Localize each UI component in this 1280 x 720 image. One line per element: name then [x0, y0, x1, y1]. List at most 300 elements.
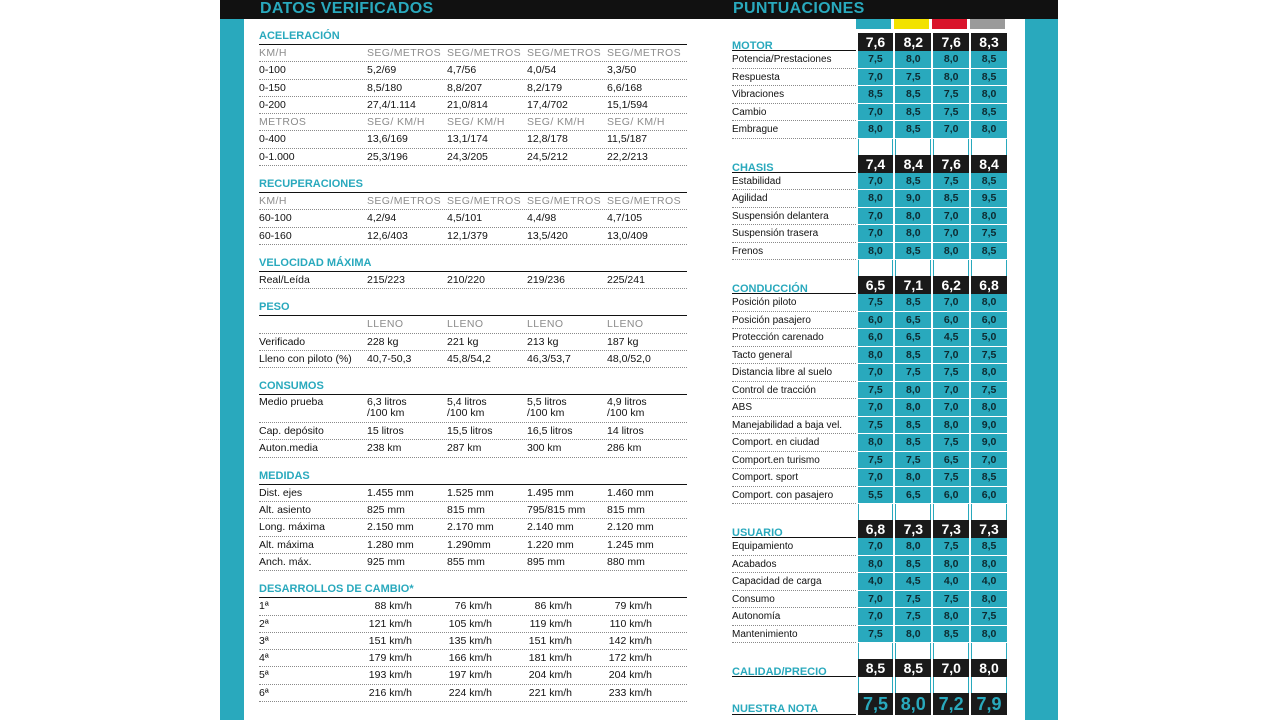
data-row [259, 351, 687, 368]
score-cell: 8,0 [971, 556, 1007, 574]
row-value: 17,4/702 [527, 98, 568, 111]
category-row [732, 33, 1007, 51]
row-label: KM/H [259, 195, 287, 208]
row-value: 15 litros [367, 425, 404, 438]
score-row [732, 487, 1007, 505]
score-label: CONDUCCIÓN [732, 276, 856, 294]
score-row [732, 626, 1007, 644]
score-cell: 7,0 [933, 121, 969, 139]
row-value: 1.460 mm [607, 486, 654, 499]
score-cell: 8,0 [971, 208, 1007, 226]
spacer-cell [933, 504, 969, 520]
row-label: Auton.media [259, 442, 318, 455]
score-cell: 7,0 [933, 382, 969, 400]
score-cell: 6,0 [933, 487, 969, 505]
score-cell: 8,5 [895, 173, 931, 191]
row-value: 5,4 litros /100 km [447, 396, 487, 420]
row-value: 2.170 mm [447, 521, 494, 534]
row-value: 12,6/403 [367, 229, 408, 242]
data-row [259, 316, 687, 333]
score-cell: 4,5 [933, 329, 969, 347]
data-row [259, 334, 687, 351]
row-value: LLENO [527, 318, 564, 331]
section-gap [259, 458, 687, 468]
data-row [259, 440, 687, 457]
spacer-cell [971, 643, 1007, 659]
row-value: 4,2/94 [367, 212, 397, 225]
score-row [732, 399, 1007, 417]
score-cell: 8,5 [971, 104, 1007, 122]
row-value: 4,9 litros /100 km [607, 396, 647, 420]
score-label: Mantenimiento [732, 626, 856, 644]
data-row [259, 554, 687, 571]
row-value: 48,0/52,0 [607, 352, 651, 365]
score-cell: 8,5 [895, 417, 931, 435]
score-cell: 7,0 [858, 225, 894, 243]
row-value: 219/236 [527, 273, 565, 286]
score-cell: 8,5 [895, 104, 931, 122]
section-gap [259, 571, 687, 581]
score-label: Embrague [732, 121, 856, 139]
row-label: Verificado [259, 335, 306, 348]
row-value: 8,5/180 [367, 81, 403, 94]
score-spacer [732, 643, 1007, 659]
spacer-cell [858, 260, 894, 276]
calidad-precio-row [732, 659, 1007, 677]
data-row [259, 45, 687, 62]
score-label: Consumo [732, 591, 856, 609]
score-cell: 6,5 [895, 329, 931, 347]
score-cell: 6,5 [858, 276, 894, 294]
score-row [732, 208, 1007, 226]
score-cell: 7,0 [933, 208, 969, 226]
row-value: SEG/METROS [447, 195, 522, 208]
score-cell: 7,5 [933, 469, 969, 487]
row-value: 16,5 litros [527, 425, 573, 438]
score-row [732, 591, 1007, 609]
score-cell: 7,5 [895, 608, 931, 626]
data-row [259, 685, 687, 702]
row-value: 2.150 mm [367, 521, 414, 534]
row-label: 0-100 [259, 64, 286, 77]
score-cell: 7,0 [858, 69, 894, 87]
row-label: METROS [259, 116, 307, 129]
row-value: 213 kg [527, 335, 559, 348]
spacer-cell [971, 504, 1007, 520]
score-cell: 6,2 [933, 276, 969, 294]
score-cell: 7,5 [858, 626, 894, 644]
score-cell: 7,6 [933, 155, 969, 173]
score-row [732, 452, 1007, 470]
score-cell: 7,5 [858, 693, 894, 715]
score-row [732, 225, 1007, 243]
data-row [259, 114, 687, 131]
spacer-cell [971, 260, 1007, 276]
score-cell: 9,0 [895, 190, 931, 208]
row-value: 46,3/53,7 [527, 352, 571, 365]
score-cell: 6,0 [971, 487, 1007, 505]
score-row [732, 312, 1007, 330]
score-cell: 7,0 [858, 538, 894, 556]
row-value: SEG/METROS [527, 195, 602, 208]
row-value: 210/220 [447, 273, 485, 286]
score-cell: 5,5 [858, 487, 894, 505]
row-value: 13,0/409 [607, 229, 648, 242]
category-row [732, 520, 1007, 538]
row-label: Real/Leída [259, 273, 310, 286]
row-value: 1.495 mm [527, 486, 574, 499]
row-value: 166 km/h [448, 652, 492, 665]
score-cell: 8,0 [858, 190, 894, 208]
score-cell: 8,0 [858, 556, 894, 574]
nuestra-nota-row [732, 693, 1007, 715]
score-cell: 8,0 [895, 626, 931, 644]
score-cell: 7,0 [933, 225, 969, 243]
score-cell: 9,0 [971, 417, 1007, 435]
row-value: 142 km/h [608, 634, 652, 647]
score-label: NUESTRA NOTA [732, 693, 856, 715]
data-row [259, 650, 687, 667]
row-value: 5,2/69 [367, 64, 397, 77]
row-value: 15,5 litros [447, 425, 493, 438]
score-row [732, 364, 1007, 382]
row-value: 925 mm [367, 555, 405, 568]
row-value: 4,7/105 [607, 212, 643, 225]
score-cell: 8,2 [895, 33, 931, 51]
score-cell: 7,5 [895, 364, 931, 382]
data-row [259, 423, 687, 440]
verified-data-panel [259, 28, 687, 702]
score-cell: 7,0 [971, 452, 1007, 470]
row-value: 815 mm [607, 504, 645, 517]
score-cell: 7,4 [858, 155, 894, 173]
score-spacer [732, 139, 1007, 155]
score-cell: 8,0 [971, 294, 1007, 312]
data-row [259, 193, 687, 210]
score-row [732, 173, 1007, 191]
row-value: 181 km/h [528, 652, 572, 665]
row-label: Dist. ejes [259, 486, 303, 499]
score-cell: 7,5 [933, 538, 969, 556]
score-cell: 9,0 [971, 434, 1007, 452]
row-value: 5,5 litros /100 km [527, 396, 567, 420]
row-value: 1.245 mm [607, 538, 654, 551]
row-value: 4,5/101 [447, 212, 483, 225]
row-value: 1.525 mm [447, 486, 494, 499]
score-cell: 8,5 [971, 51, 1007, 69]
score-label: Comport. con pasajero [732, 487, 856, 505]
score-cell: 7,0 [858, 208, 894, 226]
row-label: Anch. máx. [259, 555, 312, 568]
score-row [732, 538, 1007, 556]
row-label: 0-400 [259, 133, 286, 146]
row-value: 24,5/212 [527, 150, 568, 163]
row-value: 121 km/h [368, 617, 412, 630]
row-value: 27,4/1.114 [367, 98, 416, 111]
row-label: 60-100 [259, 212, 292, 225]
score-label: Suspensión trasera [732, 225, 856, 243]
top-pad [732, 19, 1007, 33]
score-cell: 7,0 [858, 104, 894, 122]
row-value: 11,5/187 [607, 133, 648, 146]
spacer-cell [933, 643, 969, 659]
score-cell: 7,5 [895, 452, 931, 470]
score-cell: 7,0 [933, 294, 969, 312]
score-cell: 6,8 [971, 276, 1007, 294]
score-label: Distancia libre al suelo [732, 364, 856, 382]
row-value: 825 mm [367, 504, 405, 517]
score-label: Comport. sport [732, 469, 856, 487]
row-value: 197 km/h [448, 669, 492, 682]
score-cell: 8,5 [971, 173, 1007, 191]
score-label: USUARIO [732, 520, 856, 538]
row-label: 60-160 [259, 229, 292, 242]
score-cell: 8,5 [858, 659, 894, 677]
row-value: 224 km/h [448, 686, 492, 699]
score-cell: 8,0 [895, 225, 931, 243]
score-cell: 8,0 [858, 347, 894, 365]
data-row [259, 62, 687, 79]
score-cell: 8,0 [895, 399, 931, 417]
row-value: 221 km/h [528, 686, 572, 699]
score-row [732, 86, 1007, 104]
row-value: 13,6/169 [367, 133, 408, 146]
score-label: Posición pasajero [732, 312, 856, 330]
data-row [259, 80, 687, 97]
data-row [259, 616, 687, 633]
score-cell: 8,0 [933, 608, 969, 626]
score-cell: 8,0 [971, 121, 1007, 139]
score-cell: 7,3 [971, 520, 1007, 538]
score-cell: 8,0 [858, 243, 894, 261]
row-value: SEG/ KM/H [447, 116, 505, 129]
row-value: 13,5/420 [527, 229, 568, 242]
row-label [259, 316, 367, 332]
score-cell: 8,3 [971, 33, 1007, 51]
row-value: SEG/METROS [527, 47, 602, 59]
spacer-cell [895, 677, 931, 693]
score-cell: 7,0 [858, 469, 894, 487]
score-row [732, 243, 1007, 261]
spacer-cell [895, 260, 931, 276]
row-value: 105 km/h [448, 617, 492, 630]
row-value: 21,0/814 [447, 98, 488, 111]
score-cell: 7,5 [971, 608, 1007, 626]
score-label: Vibraciones [732, 86, 856, 104]
spacer-cell [858, 139, 894, 155]
spacer-blank [732, 260, 856, 276]
data-row [259, 131, 687, 148]
row-value: SEG/ KM/H [607, 116, 665, 129]
row-value: 6,6/168 [607, 81, 643, 94]
row-value: 193 km/h [368, 669, 412, 682]
score-cell: 7,5 [858, 452, 894, 470]
row-value: 22,2/213 [607, 150, 648, 163]
row-value: 179 km/h [368, 652, 412, 665]
row-value: 4,4/98 [527, 212, 557, 225]
score-cell: 8,4 [895, 155, 931, 173]
left-accent-strip [220, 19, 244, 720]
row-label: Long. máxima [259, 521, 325, 534]
row-value: 12,8/178 [527, 133, 568, 146]
row-value: 151 km/h [528, 634, 572, 647]
score-row [732, 573, 1007, 591]
row-label: 0-150 [259, 81, 286, 94]
data-row [259, 97, 687, 114]
score-label: Equipamiento [732, 538, 856, 556]
score-label: Manejabilidad a baja vel. [732, 417, 856, 435]
spacer-cell [971, 677, 1007, 693]
score-spacer [732, 260, 1007, 276]
row-label: 5ª [259, 669, 269, 682]
row-label: KM/H [259, 47, 287, 59]
row-value: 287 km [447, 442, 482, 455]
section-gap [259, 166, 687, 176]
score-label: Tacto general [732, 347, 856, 365]
spacer-blank [732, 643, 856, 659]
score-row [732, 329, 1007, 347]
row-label: 4ª [259, 652, 269, 665]
score-cell: 7,5 [933, 434, 969, 452]
row-value: 76 km/h [454, 600, 492, 613]
score-label: ABS [732, 399, 856, 417]
row-value: 895 mm [527, 555, 565, 568]
row-value: 86 km/h [534, 600, 572, 613]
score-cell: 6,0 [858, 329, 894, 347]
row-value: 3,3/50 [607, 64, 637, 77]
spacer-cell [895, 504, 931, 520]
score-label: Respuesta [732, 69, 856, 87]
row-label: Alt. máxima [259, 538, 314, 551]
score-cell: 8,0 [895, 382, 931, 400]
score-cell: 8,0 [933, 243, 969, 261]
row-value: SEG/METROS [447, 47, 522, 59]
row-value: 79 km/h [614, 600, 652, 613]
score-cell: 8,5 [971, 538, 1007, 556]
row-value: 1.455 mm [367, 486, 414, 499]
row-label: Medio prueba [259, 396, 324, 409]
score-cell: 8,0 [933, 417, 969, 435]
score-cell: 7,5 [895, 69, 931, 87]
row-value: 8,8/207 [447, 81, 483, 94]
data-row [259, 272, 687, 289]
row-value: 221 kg [447, 335, 479, 348]
score-cell: 8,0 [858, 434, 894, 452]
row-value: 8,2/179 [527, 81, 563, 94]
section-heading: DESARROLLOS DE CAMBIO* [259, 581, 687, 598]
row-value: 2.120 mm [607, 521, 654, 534]
row-value: 40,7-50,3 [367, 352, 412, 365]
score-label: Comport. en ciudad [732, 434, 856, 452]
score-label: Agilidad [732, 190, 856, 208]
score-cell: 7,6 [858, 33, 894, 51]
row-label: 1ª [259, 600, 269, 613]
score-row [732, 294, 1007, 312]
score-cell: 7,5 [895, 591, 931, 609]
score-cell: 7,5 [933, 173, 969, 191]
row-value: 12,1/379 [447, 229, 488, 242]
spacer-cell [933, 677, 969, 693]
score-cell: 7,0 [858, 399, 894, 417]
score-cell: 8,5 [971, 243, 1007, 261]
spacer-cell [895, 139, 931, 155]
score-cell: 8,5 [895, 243, 931, 261]
score-cell: 8,0 [858, 121, 894, 139]
score-label: CALIDAD/PRECIO [732, 659, 856, 677]
row-value: 225/241 [607, 273, 645, 286]
score-cell: 7,5 [971, 347, 1007, 365]
score-cell: 7,5 [858, 382, 894, 400]
row-value: 2.140 mm [527, 521, 574, 534]
row-value: 1.220 mm [527, 538, 574, 551]
data-row [259, 149, 687, 166]
score-label: Suspensión delantera [732, 208, 856, 226]
score-cell: 8,0 [971, 659, 1007, 677]
row-value: 187 kg [607, 335, 639, 348]
section-heading: MEDIDAS [259, 468, 687, 485]
score-cell: 6,0 [971, 312, 1007, 330]
score-row [732, 556, 1007, 574]
score-cell: 7,5 [933, 364, 969, 382]
score-row [732, 469, 1007, 487]
score-cell: 7,5 [858, 294, 894, 312]
score-cell: 6,8 [858, 520, 894, 538]
row-value: 119 km/h [529, 617, 572, 630]
spacer-cell [858, 677, 894, 693]
score-cell: 8,0 [895, 469, 931, 487]
row-label: Lleno con piloto (%) [259, 352, 352, 365]
score-cell: 4,0 [971, 573, 1007, 591]
score-cell: 8,0 [971, 591, 1007, 609]
score-cell: 8,5 [858, 86, 894, 104]
score-label: Estabilidad [732, 173, 856, 191]
datos-verificados-title: DATOS VERIFICADOS [260, 0, 434, 17]
data-row [259, 502, 687, 519]
row-value: 855 mm [447, 555, 485, 568]
row-value: 45,8/54,2 [447, 352, 491, 365]
score-cell: 7,5 [971, 225, 1007, 243]
score-cell: 7,0 [858, 591, 894, 609]
score-cell: 6,5 [933, 452, 969, 470]
data-row [259, 598, 687, 615]
data-row [259, 228, 687, 245]
score-label: Control de tracción [732, 382, 856, 400]
row-value: 4,0/54 [527, 64, 557, 77]
data-row [259, 395, 687, 423]
row-value: SEG/ KM/H [367, 116, 425, 129]
score-cell: 8,0 [971, 626, 1007, 644]
spacer-blank [732, 504, 856, 520]
score-row [732, 434, 1007, 452]
data-row [259, 667, 687, 684]
score-label: Cambio [732, 104, 856, 122]
row-value: SEG/METROS [367, 47, 442, 59]
row-value: 1.280 mm [367, 538, 414, 551]
score-cell: 4,0 [858, 573, 894, 591]
row-value: 14 litros [607, 425, 644, 438]
score-cell: 8,0 [933, 51, 969, 69]
score-cell: 7,0 [933, 399, 969, 417]
row-value: 172 km/h [608, 652, 652, 665]
score-cell: 6,5 [895, 312, 931, 330]
row-value: 1.290mm [447, 538, 491, 551]
score-cell: 8,4 [971, 155, 1007, 173]
score-cell: 7,5 [858, 417, 894, 435]
score-cell: 7,1 [895, 276, 931, 294]
row-value: SEG/ KM/H [527, 116, 585, 129]
row-value: 204 km/h [608, 669, 652, 682]
row-value: 204 km/h [528, 669, 572, 682]
